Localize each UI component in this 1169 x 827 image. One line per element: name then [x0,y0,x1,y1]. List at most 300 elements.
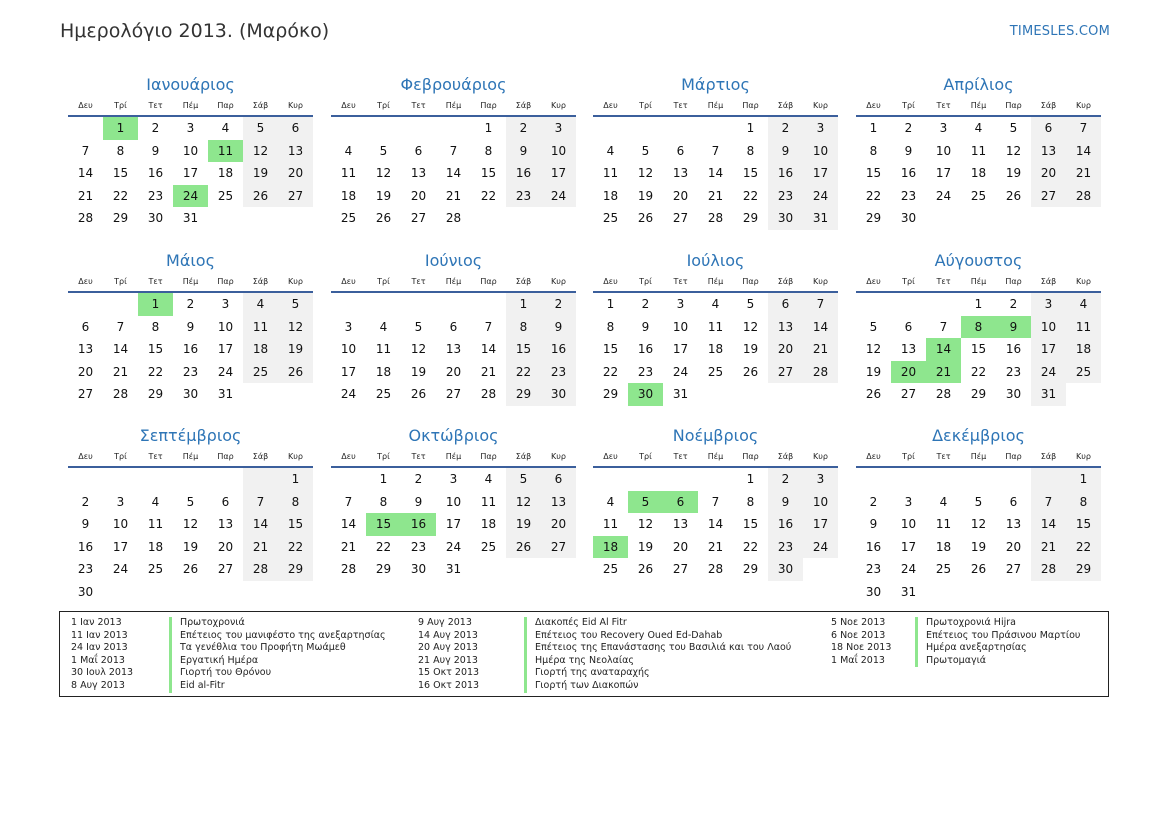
day-cell: 16 [900,166,917,180]
legend-date: 21 Αυγ 2013 [418,654,478,666]
weekday-label: Δευ [866,277,881,286]
day-cell: 28 [707,211,724,225]
day-cell: 24 [935,188,952,203]
weekday-label: Παρ [217,101,234,110]
day-cell: 18 [217,166,234,180]
empty-cell [628,117,663,140]
day-cell: 24 [803,185,838,208]
day-cell: 28 [77,211,94,225]
day-cell: 22 [602,364,619,379]
weekday-label: Παρ [742,452,759,461]
legend-holiday-name: Πρωτοχρονιά [169,617,245,630]
empty-cell [663,117,698,140]
weekday-label: Παρ [742,101,759,110]
day-cell: 11 [935,517,952,531]
day-cell: 19 [865,364,882,379]
weekday-header [856,276,1101,293]
day-cell: 24 [112,562,129,576]
day-cell: 21 [77,188,94,203]
weekday-label: Κυρ [1076,452,1091,461]
month-name: Ιούλιος [686,251,745,270]
day-cell: 24 [1031,361,1066,384]
month-block [593,250,838,406]
day-cell: 12 [278,316,313,339]
day-cell: 26 [865,387,882,401]
day-cell: 16 [77,539,94,554]
day-cell: 6 [1031,117,1066,140]
weekday-label: Τετ [936,101,951,110]
day-cell: 24 [900,562,917,576]
day-cell: 12 [410,342,427,356]
day-cell: 26 [637,211,654,225]
legend-date: 11 Ιαν 2013 [71,629,128,641]
day-cell: 26 [410,387,427,401]
legend-date: 1 Ιαν 2013 [71,617,122,628]
day-cell: 11 [480,494,497,509]
day-cell: 4 [939,494,948,509]
day-cell: 27 [77,387,94,401]
day-cell: 8 [379,494,388,509]
day-cell: 28 [803,361,838,384]
day-cell: 13 [217,517,234,531]
weekday-label: Σάβ [252,277,269,286]
day-cell: 10 [672,319,689,334]
day-cell: 22 [742,188,759,203]
day-cell: 13 [278,140,313,163]
day-cell: 23 [637,364,654,379]
day-cell: 16 [506,162,541,185]
holiday-day-cell: 1 [103,117,138,140]
day-cell: 13 [445,342,462,356]
weekday-header [856,100,1101,117]
day-cell: 17 [900,539,917,554]
day-cell: 20 [278,162,313,185]
weekday-label: Σάβ [1040,452,1057,461]
day-cell: 4 [711,297,720,311]
day-cell: 19 [506,513,541,536]
day-cell: 16 [768,162,803,185]
day-grid [68,293,313,406]
day-cell: 18 [602,188,619,203]
day-cell: 18 [243,338,278,361]
empty-cell [103,468,138,491]
day-cell: 11 [375,342,392,356]
day-cell: 17 [112,539,129,554]
day-cell: 8 [1066,491,1101,514]
month-block [593,74,838,230]
empty-cell [961,468,996,491]
holiday-day-cell: 8 [961,316,996,339]
day-cell: 4 [974,121,983,135]
day-cell: 20 [541,513,576,536]
day-cell: 12 [742,319,759,334]
weekday-label: Σάβ [777,452,794,461]
weekday-label: Πέμ [445,101,462,110]
day-cell: 2 [81,494,90,509]
weekday-label: Κυρ [288,101,303,110]
day-cell: 4 [606,143,615,158]
day-cell: 21 [445,188,462,203]
day-cell: 7 [803,293,838,316]
empty-cell [926,468,961,491]
weekday-label: Σάβ [1040,101,1057,110]
day-cell: 20 [445,364,462,379]
day-cell: 13 [1031,140,1066,163]
day-cell: 7 [1031,491,1066,514]
empty-cell [68,293,103,316]
day-cell: 23 [1005,364,1022,379]
day-cell: 14 [803,316,838,339]
weekday-label: Σάβ [777,101,794,110]
day-cell: 17 [541,162,576,185]
weekday-label: Δευ [866,452,881,461]
day-cell: 17 [1031,338,1066,361]
day-cell: 13 [1005,517,1022,531]
day-grid [856,293,1101,406]
weekday-label: Κυρ [551,101,566,110]
weekday-label: Πέμ [970,101,987,110]
day-cell: 20 [217,539,234,554]
day-cell: 28 [1031,558,1066,581]
day-cell: 6 [278,117,313,140]
holiday-day-cell: 16 [401,513,436,536]
day-cell: 10 [900,517,917,531]
day-cell: 29 [375,562,392,576]
day-cell: 20 [1005,539,1022,554]
day-cell: 30 [1005,387,1022,401]
day-cell: 17 [445,517,462,531]
weekday-label: Δευ [603,452,618,461]
day-cell: 26 [182,562,199,576]
day-cell: 19 [243,162,278,185]
day-cell: 5 [278,293,313,316]
legend-date: 15 Οκτ 2013 [418,667,480,679]
weekday-label: Τετ [411,452,426,461]
day-cell: 29 [506,383,541,406]
month-name: Αύγουστος [934,251,1023,270]
day-cell: 12 [970,517,987,531]
day-cell: 6 [81,319,90,334]
page-title: Ημερολόγιο 2013. (Μαρόκο) [60,20,330,42]
day-cell: 29 [742,562,759,576]
weekday-label: Σάβ [515,452,532,461]
day-cell: 2 [904,121,913,135]
legend-holiday-name: Επέτειος της Επανάστασης του Βασιλιά και του Λαού [524,642,791,655]
weekday-label: Τετ [673,277,688,286]
day-cell: 31 [803,207,838,230]
day-cell: 23 [865,562,882,576]
day-cell: 25 [480,539,497,554]
day-cell: 24 [803,536,838,559]
empty-cell [593,117,628,140]
day-cell: 30 [768,207,803,230]
day-cell: 6 [449,319,458,334]
weekday-label: Τετ [411,277,426,286]
month-block [856,74,1101,230]
day-cell: 27 [1005,562,1022,576]
legend-date: 30 Ιουλ 2013 [71,667,134,679]
day-cell: 22 [375,539,392,554]
holiday-legend [59,611,1109,697]
day-cell: 4 [606,494,615,509]
day-cell: 8 [484,143,493,158]
day-grid [593,293,838,406]
day-cell: 12 [182,517,199,531]
day-cell: 30 [182,387,199,401]
legend-date: 5 Νοε 2013 [831,617,886,628]
day-cell: 28 [1066,185,1101,208]
day-cell: 22 [506,361,541,384]
day-cell: 27 [768,361,803,384]
day-cell: 25 [340,211,357,225]
day-cell: 20 [77,364,94,379]
day-cell: 8 [116,143,125,158]
weekday-label: Πέμ [182,452,199,461]
day-cell: 2 [414,472,423,486]
day-cell: 26 [970,562,987,576]
day-cell: 28 [340,562,357,576]
day-cell: 25 [602,211,619,225]
day-cell: 27 [672,211,689,225]
legend-date: 20 Αυγ 2013 [418,642,478,654]
day-cell: 14 [112,342,129,356]
weekday-label: Δευ [78,452,93,461]
weekday-label: Παρ [480,452,497,461]
weekday-label: Τετ [936,452,951,461]
day-cell: 31 [445,562,462,576]
day-cell: 5 [974,494,983,509]
month-name: Ιανουάριος [146,75,235,94]
day-cell: 22 [1066,536,1101,559]
day-cell: 30 [77,584,94,599]
empty-cell [366,293,401,316]
day-cell: 23 [410,539,427,554]
day-cell: 2 [641,297,650,311]
day-grid [856,117,1101,230]
day-cell: 20 [1031,162,1066,185]
legend-holiday-name: Eid al-Fitr [169,680,225,693]
day-cell: 2 [768,468,803,491]
empty-cell [698,468,733,491]
day-cell: 4 [243,293,278,316]
day-cell: 8 [278,491,313,514]
day-cell: 4 [379,319,388,334]
day-cell: 1 [1066,468,1101,491]
empty-cell [138,468,173,491]
weekday-label: Παρ [217,452,234,461]
day-cell: 19 [278,338,313,361]
day-cell: 23 [506,185,541,208]
day-cell: 13 [77,342,94,356]
day-cell: 19 [970,539,987,554]
day-cell: 10 [541,140,576,163]
day-cell: 3 [803,468,838,491]
day-cell: 18 [147,539,164,554]
weekday-label: Δευ [866,101,881,110]
day-grid [331,293,576,406]
month-block [331,74,576,230]
day-cell: 21 [1031,536,1066,559]
day-cell: 6 [768,293,803,316]
day-cell: 21 [243,536,278,559]
empty-cell [891,293,926,316]
month-name: Δεκέμβριος [932,426,1025,445]
weekday-header [593,451,838,468]
day-grid [331,117,576,230]
day-cell: 14 [445,166,462,180]
empty-cell [856,293,891,316]
day-cell: 29 [602,387,619,401]
day-cell: 21 [340,539,357,554]
weekday-label: Κυρ [288,452,303,461]
day-cell: 10 [803,491,838,514]
day-cell: 12 [1005,143,1022,158]
weekday-label: Σάβ [252,452,269,461]
month-name: Νοέμβριος [672,426,759,445]
weekday-label: Δευ [603,277,618,286]
weekday-label: Σάβ [252,101,269,110]
day-cell: 31 [182,211,199,225]
month-block [331,250,576,406]
day-cell: 22 [480,188,497,203]
legend-date: 16 Οκτ 2013 [418,680,480,691]
day-cell: 27 [410,211,427,225]
weekday-header [331,451,576,468]
holiday-day-cell: 5 [628,491,663,514]
month-name: Μάρτιος [681,75,750,94]
day-cell: 26 [637,562,654,576]
day-cell: 5 [869,319,878,334]
day-cell: 18 [970,166,987,180]
day-cell: 16 [768,513,803,536]
day-cell: 15 [278,513,313,536]
weekday-label: Πέμ [182,101,199,110]
empty-cell [68,468,103,491]
holiday-day-cell: 24 [173,185,208,208]
day-grid [856,468,1101,603]
day-cell: 13 [672,517,689,531]
holiday-day-cell: 15 [366,513,401,536]
day-cell: 14 [1031,513,1066,536]
day-cell: 25 [935,562,952,576]
day-cell: 26 [1005,188,1022,203]
weekday-label: Τετ [673,101,688,110]
day-cell: 15 [742,166,759,180]
day-cell: 22 [112,188,129,203]
day-cell: 2 [541,293,576,316]
weekday-header [331,276,576,293]
day-cell: 10 [340,342,357,356]
day-cell: 27 [1031,185,1066,208]
month-name: Μάιος [166,251,215,270]
day-cell: 3 [803,117,838,140]
weekday-label: Πέμ [707,452,724,461]
day-cell: 16 [637,342,654,356]
day-cell: 1 [869,121,878,135]
day-cell: 11 [707,319,724,334]
day-cell: 28 [243,558,278,581]
empty-cell [103,293,138,316]
day-cell: 10 [217,319,234,334]
empty-cell [593,468,628,491]
day-cell: 9 [151,143,160,158]
empty-cell [401,117,436,140]
weekday-label: Κυρ [813,452,828,461]
month-name: Ιούνιος [424,251,483,270]
day-cell: 18 [340,188,357,203]
day-cell: 11 [602,517,619,531]
legend-holiday-name: Επέτειος του μανιφέστο της ανεξαρτησίας [169,630,386,643]
day-cell: 7 [116,319,125,334]
day-cell: 7 [711,494,720,509]
day-cell: 9 [768,491,803,514]
day-cell: 8 [606,319,615,334]
weekday-label: Δευ [78,277,93,286]
day-cell: 23 [541,361,576,384]
day-cell: 15 [865,166,882,180]
day-cell: 11 [970,143,987,158]
legend-date: 24 Ιαν 2013 [71,642,128,654]
weekday-label: Παρ [480,101,497,110]
weekday-label: Τρί [114,277,127,286]
weekday-label: Τρί [902,277,915,286]
weekday-label: Τετ [936,277,951,286]
day-cell: 21 [480,364,497,379]
day-cell: 9 [541,316,576,339]
day-cell: 15 [742,517,759,531]
day-cell: 2 [1009,297,1018,311]
weekday-label: Τετ [411,101,426,110]
holiday-day-cell: 21 [926,361,961,384]
day-cell: 21 [112,364,129,379]
day-cell: 6 [221,494,230,509]
day-cell: 25 [217,188,234,203]
day-cell: 4 [344,143,353,158]
day-cell: 19 [410,364,427,379]
weekday-header [68,276,313,293]
weekday-label: Δευ [78,101,93,110]
weekday-header [593,100,838,117]
day-cell: 11 [340,166,357,180]
day-cell: 24 [672,364,689,379]
legend-holiday-name: Ημέρα της Νεολαίας [524,655,634,668]
day-cell: 4 [484,472,493,486]
legend-date: 8 Αυγ 2013 [71,680,125,691]
day-cell: 20 [768,338,803,361]
day-cell: 14 [243,513,278,536]
legend-holiday-name: Επέτειος του Πράσινου Μαρτίου [915,630,1080,643]
empty-cell [436,293,471,316]
day-cell: 13 [672,166,689,180]
weekday-label: Τρί [639,277,652,286]
day-cell: 28 [445,211,462,225]
day-cell: 29 [970,387,987,401]
day-cell: 23 [768,185,803,208]
day-cell: 31 [1031,383,1066,406]
weekday-label: Παρ [1005,452,1022,461]
day-cell: 9 [414,494,423,509]
day-cell: 2 [768,117,803,140]
weekday-header [68,100,313,117]
legend-holiday-name: Πρωτοχρονιά Hijra [915,617,1016,630]
day-cell: 17 [672,342,689,356]
day-cell: 28 [112,387,129,401]
day-cell: 9 [81,517,90,531]
empty-cell [471,293,506,316]
brand-link[interactable]: TIMESLES.COM [1009,24,1110,39]
weekday-label: Παρ [480,277,497,286]
day-cell: 18 [707,342,724,356]
